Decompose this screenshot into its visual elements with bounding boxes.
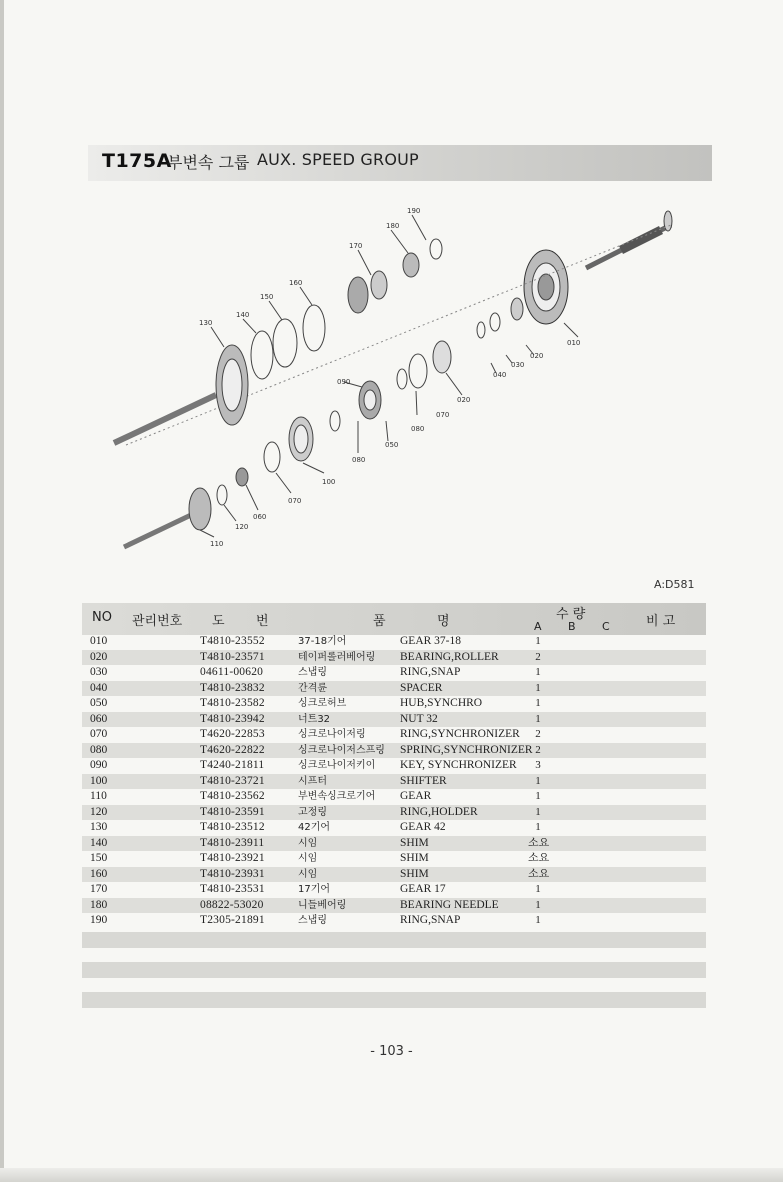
table-row: 170 T4810-23531 17기어 GEAR 17 1 [90, 883, 541, 895]
table-row: 040 T4810-23832 간격륜 SPACER 1 [82, 681, 706, 697]
callout-080-b: 080 [411, 425, 425, 433]
header-name-1: 품 [373, 614, 386, 629]
callout-040: 040 [493, 371, 507, 379]
page-bottom-edge [0, 1168, 783, 1182]
header-drawing-number-2: 번 [256, 614, 269, 629]
page-number: - 103 - [370, 1044, 413, 1059]
table-row: 030 04611-00620 스냅링 RING,SNAP 1 [90, 666, 541, 678]
empty-row-band [82, 962, 706, 978]
page-edge [0, 0, 4, 1182]
table-row: 190 T2305-21891 스냅링 RING,SNAP 1 [90, 914, 541, 926]
callout-080: 080 [352, 456, 366, 464]
header-remarks: 비 고 [646, 614, 676, 629]
header-qty-c: C [602, 620, 610, 633]
header-management-number: 관리번호 [132, 614, 183, 629]
header-quantity: 수 량 [556, 607, 586, 622]
diagram-code: A:D581 [654, 578, 695, 591]
callout-120: 120 [235, 523, 249, 531]
callout-140: 140 [236, 311, 250, 319]
callout-020: 020 [530, 352, 544, 360]
callout-090: 090 [337, 378, 351, 386]
table-row: 120 T4810-23591 고정링 RING,HOLDER 1 [82, 805, 706, 821]
callout-060: 060 [253, 513, 267, 521]
table-row: 180 08822-53020 니들베어링 BEARING NEEDLE 1 [82, 898, 706, 914]
header-qty-b: B [568, 620, 576, 633]
table-row: 090 T4240-21811 싱크로나이저키이 KEY, SYNCHRONIZER 3 [90, 759, 541, 771]
table-row: 160 T4810-23931 시임 SHIM 소요 [82, 867, 706, 883]
exploded-parts-diagram [96, 195, 712, 570]
callout-010: 010 [567, 339, 581, 347]
table-row: 150 T4810-23921 시임 SHIM 소요 [90, 852, 550, 864]
callout-020-b: 020 [457, 396, 471, 404]
table-row: 100 T4810-23721 시프터 SHIFTER 1 [82, 774, 706, 790]
callout-180: 180 [386, 222, 400, 230]
callout-160: 160 [289, 279, 303, 287]
callout-170: 170 [349, 242, 363, 250]
empty-row-band [82, 992, 706, 1008]
header-drawing-number-1: 도 [212, 614, 225, 629]
callout-110: 110 [210, 540, 224, 548]
parts-table [82, 634, 706, 929]
table-row: 140 T4810-23911 시임 SHIM 소요 [82, 836, 706, 852]
callout-070: 070 [288, 497, 302, 505]
header-qty-a: A [534, 620, 542, 633]
table-row: 060 T4810-23942 너트32 NUT 32 1 [82, 712, 706, 728]
callout-030: 030 [511, 361, 525, 369]
table-row: 070 T4620-22853 싱크로나이저링 RING,SYNCHRONIZER 2 [90, 728, 541, 740]
section-title-korean: 부변속 그룹 [167, 153, 250, 172]
callout-130: 130 [199, 319, 213, 327]
table-row: 050 T4810-23582 싱크로허브 HUB,SYNCHRO 1 [90, 697, 541, 709]
section-code: T175A [102, 150, 172, 172]
callout-070-b: 070 [436, 411, 450, 419]
callout-150: 150 [260, 293, 274, 301]
empty-row-band [82, 932, 706, 948]
section-title-english: AUX. SPEED GROUP [257, 150, 419, 169]
header-name-2: 명 [437, 614, 450, 629]
table-row: 080 T4620-22822 싱크로나이저스프링 SPRING,SYNCHRONIZER 2 [82, 743, 706, 759]
table-row: 130 T4810-23512 42기어 GEAR 42 1 [90, 821, 541, 833]
header-no: NO [92, 610, 112, 625]
table-row: 020 T4810-23571 테이퍼롤러베어링 BEARING,ROLLER 2 [82, 650, 706, 666]
callout-050: 050 [385, 441, 399, 449]
table-row: 110 T4810-23562 부변속싱크로기어 GEAR 1 [90, 790, 541, 802]
output-shaft-drawing [524, 211, 672, 324]
callout-100: 100 [322, 478, 336, 486]
table-row: 010 T4810-23552 37-18기어 GEAR 37-18 1 [90, 635, 541, 647]
callout-190: 190 [407, 207, 421, 215]
